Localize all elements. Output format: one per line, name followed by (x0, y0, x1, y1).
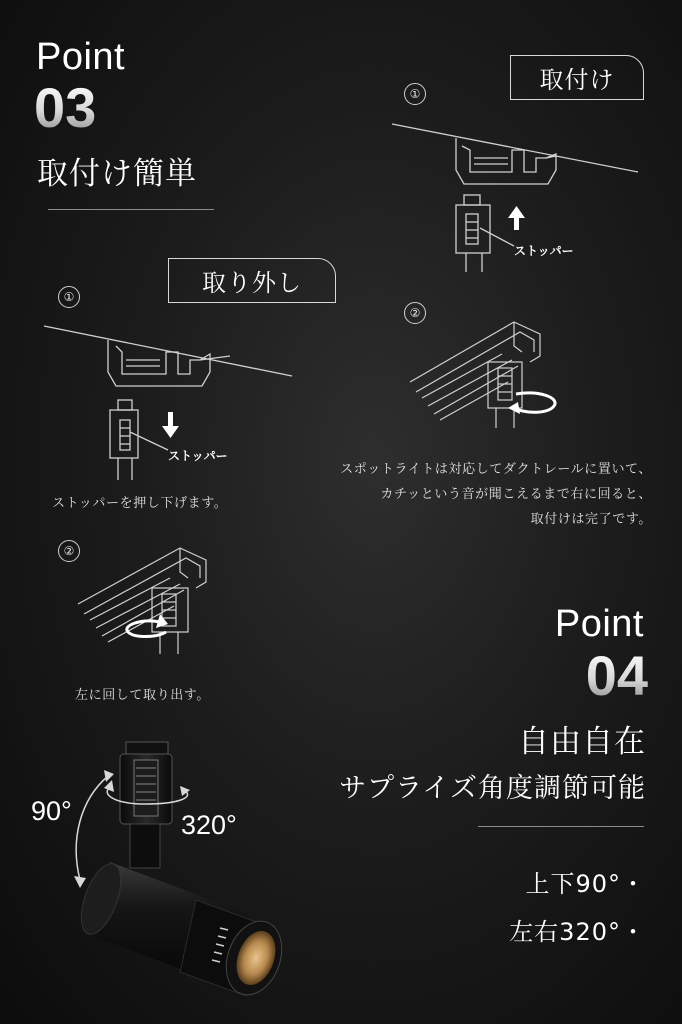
remove-tag: 取り外し (168, 258, 336, 303)
install-desc-line-3: 取付けは完了です。 (530, 512, 652, 527)
point03-label: Point (36, 36, 126, 78)
point04-title: 自由自在 (518, 724, 646, 760)
install-step2-number: ② (404, 302, 426, 324)
install-stopper-label: ストッパー (514, 244, 574, 258)
point03-title: 取付け簡単 (37, 156, 197, 192)
point04-label: Point (554, 603, 644, 645)
install-desc-line-2: カチッという音が聞こえるまで右に回ると、 (380, 487, 652, 502)
install-tag: 取付け (510, 55, 644, 100)
feature-vertical: 上下90°・ (525, 870, 646, 898)
angle-horizontal-label: 320° (181, 810, 237, 840)
point03-number: 03 (34, 76, 97, 139)
remove-step2-number: ② (58, 540, 80, 562)
point04-number: 04 (585, 644, 648, 707)
remove-step1-caption: ストッパーを押し下げます。 (52, 496, 228, 511)
point04-subtitle: サプライズ角度調節可能 (339, 773, 646, 804)
remove-step2-caption: 左に回して取り出す。 (75, 688, 210, 703)
remove-step1-number: ① (58, 286, 80, 308)
feature-horizontal: 左右320°・ (509, 918, 646, 946)
remove-stopper-label: ストッパー (168, 449, 228, 463)
angle-vertical-label: 90° (31, 796, 72, 826)
install-desc-line-1: スポットライトは対応してダクトレールに置いて、 (340, 462, 652, 477)
install-step1-number: ① (404, 83, 426, 105)
